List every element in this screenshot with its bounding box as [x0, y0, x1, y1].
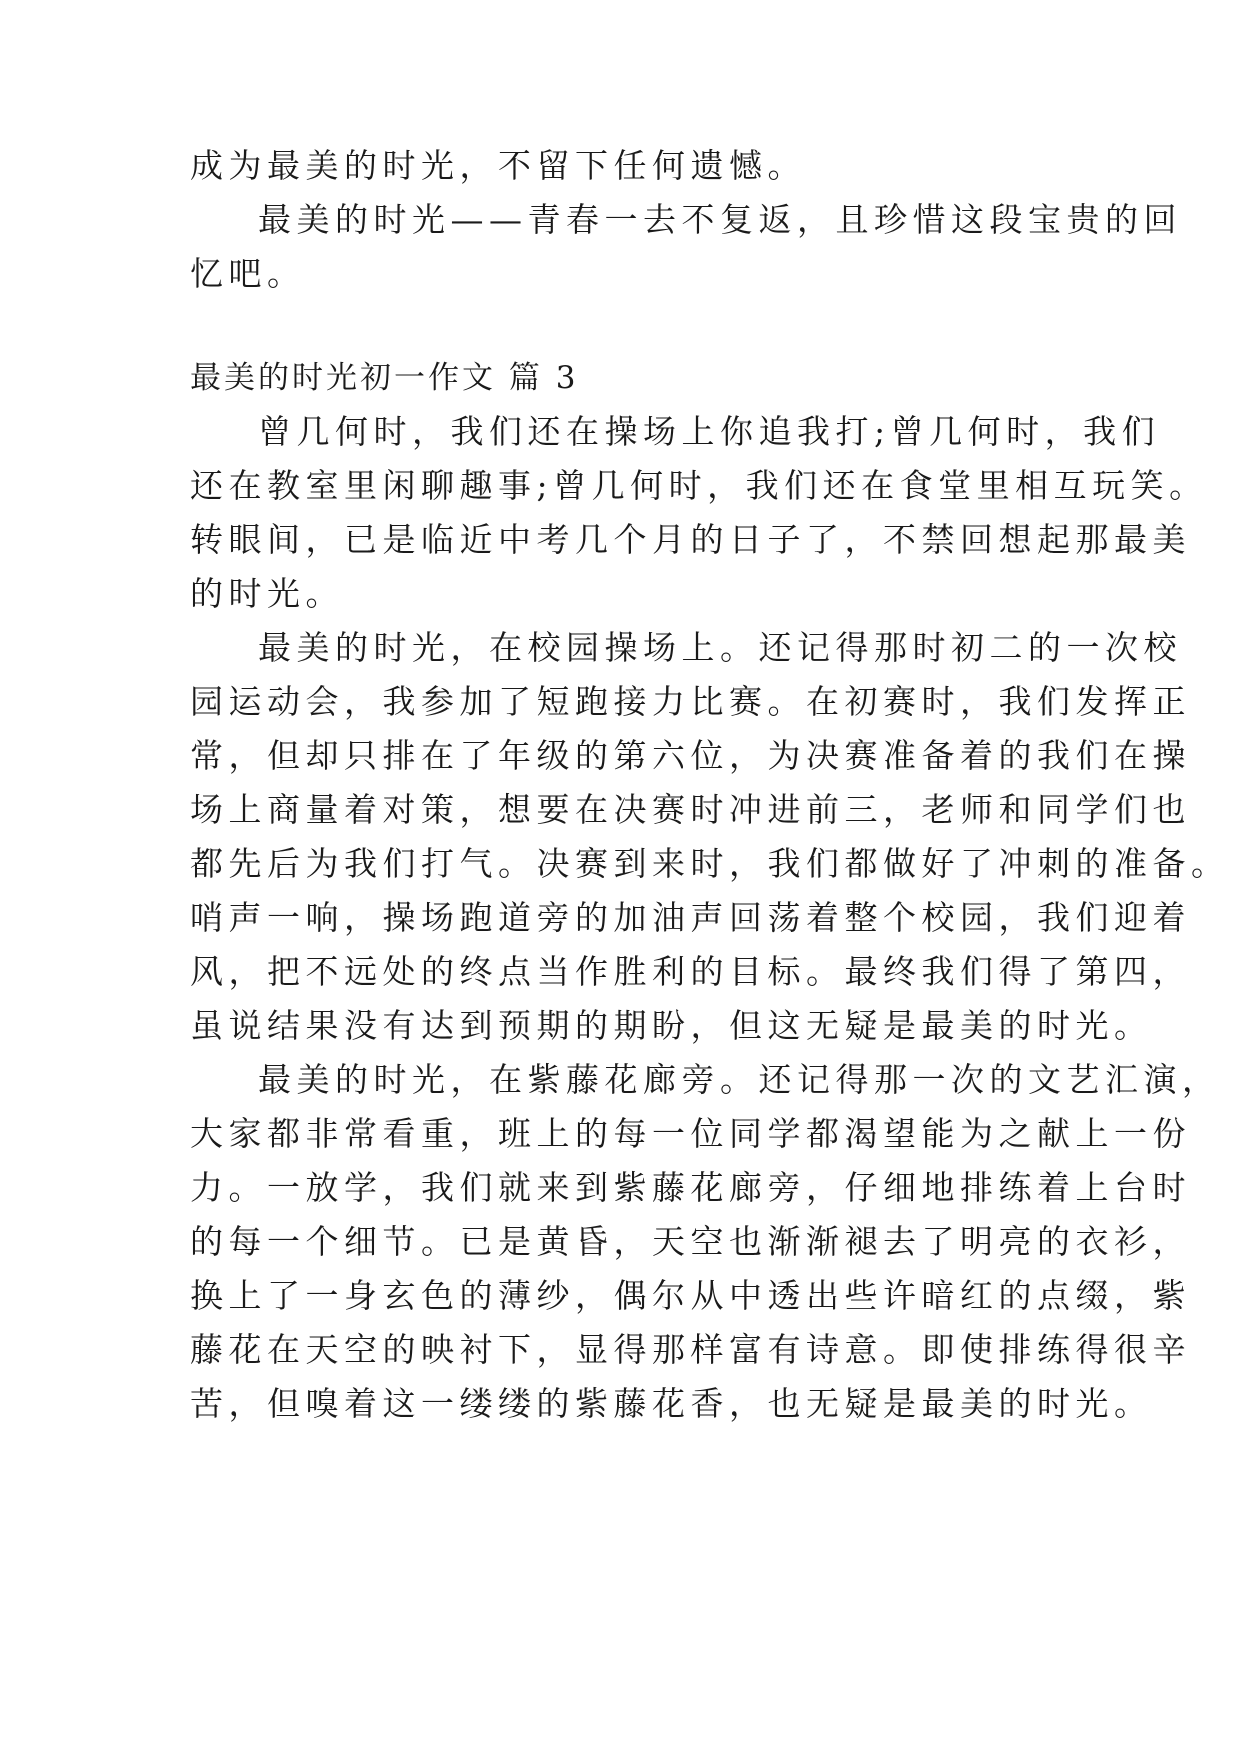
text-line: 苦，但嗅着这一缕缕的紫藤花香，也无疑是最美的时光。: [190, 1384, 1153, 1423]
text-line: 的时光。: [190, 574, 344, 613]
text-line: 还在教室里闲聊趣事;曾几何时，我们还在食堂里相互玩笑。: [190, 466, 1208, 505]
text-line: 都先后为我们打气。决赛到来时，我们都做好了冲刺的准备。: [190, 844, 1230, 883]
text-line: 忆吧。: [190, 254, 306, 293]
text-line: 最美的时光，在校园操场上。还记得那时初二的一次校: [258, 628, 1182, 667]
text-line: 园运动会，我参加了短跑接力比赛。在初赛时，我们发挥正: [190, 682, 1191, 721]
text-line: 大家都非常看重，班上的每一位同学都渴望能为之献上一份: [190, 1114, 1191, 1153]
text-line: 的每一个细节。已是黄昏，天空也渐渐褪去了明亮的衣衫，: [190, 1222, 1191, 1261]
text-line: 虽说结果没有达到预期的期盼，但这无疑是最美的时光。: [190, 1006, 1153, 1045]
text-line: 转眼间，已是临近中考几个月的日子了，不禁回想起那最美: [190, 520, 1191, 559]
text-line: 哨声一响，操场跑道旁的加油声回荡着整个校园，我们迎着: [190, 898, 1191, 937]
text-line: 换上了一身玄色的薄纱，偶尔从中透出些许暗红的点缀，紫: [190, 1276, 1191, 1315]
text-line: 风，把不远处的终点当作胜利的目标。最终我们得了第四，: [190, 952, 1191, 991]
text-line: 场上商量着对策，想要在决赛时冲进前三，老师和同学们也: [190, 790, 1191, 829]
text-line: 藤花在天空的映衬下，显得那样富有诗意。即使排练得很辛: [190, 1330, 1191, 1369]
text-line: 最美的时光，在紫藤花廊旁。还记得那一次的文艺汇演，: [258, 1060, 1221, 1099]
text-line: 曾几何时，我们还在操场上你追我打;曾几何时，我们: [258, 412, 1161, 451]
text-line: 常，但却只排在了年级的第六位，为决赛准备着的我们在操: [190, 736, 1191, 775]
text-line: 力。一放学，我们就来到紫藤花廊旁，仔细地排练着上台时: [190, 1168, 1191, 1207]
text-line: 成为最美的时光，不留下任何遗憾。: [190, 146, 806, 185]
text-line: 最美的时光——青春一去不复返，且珍惜这段宝贵的回: [258, 200, 1182, 239]
section-heading: 最美的时光初一作文 篇 3: [190, 360, 579, 396]
